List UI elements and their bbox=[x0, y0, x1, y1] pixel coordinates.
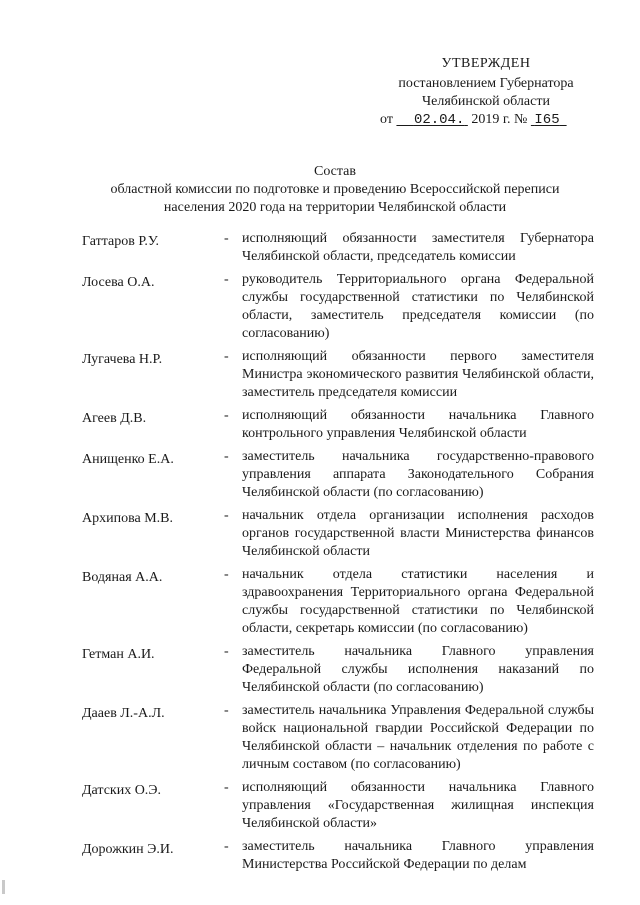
member-name: Анищенко Е.А. bbox=[82, 452, 174, 467]
title-line-2: областной комиссии по подготовке и проведению Всероссийской переписи bbox=[110, 182, 560, 197]
approval-line-1: постановлением Губернатора bbox=[398, 76, 574, 91]
approval-heading: УТВЕРЖДЕН bbox=[441, 56, 531, 71]
member-name: Гетман А.И. bbox=[82, 647, 155, 662]
member-dash: - bbox=[224, 839, 229, 854]
member-role: начальник отдела организации исполнения расходов органов государственной власти Министерства финансов Челябинской области bbox=[242, 508, 594, 559]
member-role: заместитель начальника государственно-правового управления аппарата Законодательного Собрания Челябинской области (по согласованию) bbox=[242, 449, 594, 500]
member-row bbox=[82, 407, 594, 443]
member-row bbox=[82, 643, 594, 697]
member-name: Лугачева Н.Р. bbox=[82, 352, 163, 367]
member-name: Дорожкин Э.И. bbox=[82, 842, 174, 857]
date-suffix: 2019 г. № bbox=[471, 112, 528, 127]
scan-margin-mark bbox=[2, 880, 5, 894]
member-dash: - bbox=[224, 780, 229, 795]
handwritten-number: I65 bbox=[534, 112, 560, 128]
member-dash: - bbox=[224, 508, 229, 523]
commission-members-list bbox=[82, 230, 594, 879]
handwritten-date: 02.04. bbox=[413, 112, 465, 128]
date-prefix: от bbox=[380, 112, 393, 127]
member-name: Гаттаров Р.У. bbox=[82, 234, 159, 249]
title-line-3: населения 2020 года на территории Челябинской области bbox=[163, 200, 507, 215]
member-row bbox=[82, 448, 594, 502]
approval-stamp-block bbox=[380, 55, 592, 129]
member-role: исполняющий обязанности начальника Главного контрольного управления Челябинской области bbox=[242, 408, 594, 441]
member-name: Лосева О.А. bbox=[82, 275, 155, 290]
document-title bbox=[70, 163, 600, 217]
member-role: исполняющий обязанности начальника Главного управления «Государственная жилищная инспекция Челябинской области» bbox=[242, 780, 594, 831]
member-role: заместитель начальника Главного управления Федеральной службы исполнения наказаний по Челябинской области (по согласованию) bbox=[242, 644, 594, 695]
member-role: заместитель начальника Главного управления Министерства Российской Федерации по делам bbox=[242, 839, 594, 872]
member-dash: - bbox=[224, 349, 229, 364]
member-dash: - bbox=[224, 567, 229, 582]
approval-date-line bbox=[380, 111, 592, 129]
member-role: заместитель начальника Управления Федеральной службы войск национальной гвардии Российской Федерации по Челябинской области – начальник отделения по работе с личным составом (по согласованию) bbox=[242, 703, 594, 772]
member-dash: - bbox=[224, 703, 229, 718]
member-role: исполняющий обязанности первого заместителя Министра экономического развития Челябинской области, заместитель председателя комиссии bbox=[242, 349, 594, 400]
member-dash: - bbox=[224, 231, 229, 246]
member-row bbox=[82, 348, 594, 402]
member-name: Агеев Д.В. bbox=[82, 411, 147, 426]
member-row bbox=[82, 779, 594, 833]
member-role: начальник отдела статистики населения и здравоохранения Территориального органа Федеральной службы государственной статистики по Челябинской области, секретарь комиссии (по согласованию) bbox=[242, 567, 594, 636]
member-name: Датских О.Э. bbox=[82, 783, 162, 798]
member-dash: - bbox=[224, 644, 229, 659]
date-blank-right bbox=[464, 112, 468, 127]
member-row bbox=[82, 702, 594, 774]
member-row bbox=[82, 566, 594, 638]
member-row bbox=[82, 838, 594, 874]
member-name: Водяная А.А. bbox=[82, 570, 163, 585]
member-dash: - bbox=[224, 408, 229, 423]
number-blank-right bbox=[560, 112, 567, 127]
approval-line-2: Челябинской области bbox=[422, 94, 550, 109]
member-name: Дааев Л.-А.Л. bbox=[82, 706, 165, 721]
member-dash: - bbox=[224, 449, 229, 464]
member-row bbox=[82, 271, 594, 343]
title-line-1: Состав bbox=[313, 164, 356, 179]
member-role: руководитель Территориального органа Федеральной службы государственной статистики по Челябинской области, заместитель председателя комиссии (по согласованию) bbox=[242, 272, 594, 341]
member-row bbox=[82, 507, 594, 561]
date-blank-left bbox=[396, 112, 414, 127]
member-name: Архипова М.В. bbox=[82, 511, 174, 526]
member-row bbox=[82, 230, 594, 266]
member-role: исполняющий обязанности заместителя Губернатора Челябинской области, председатель комиссии bbox=[242, 231, 594, 264]
member-dash: - bbox=[224, 272, 229, 287]
